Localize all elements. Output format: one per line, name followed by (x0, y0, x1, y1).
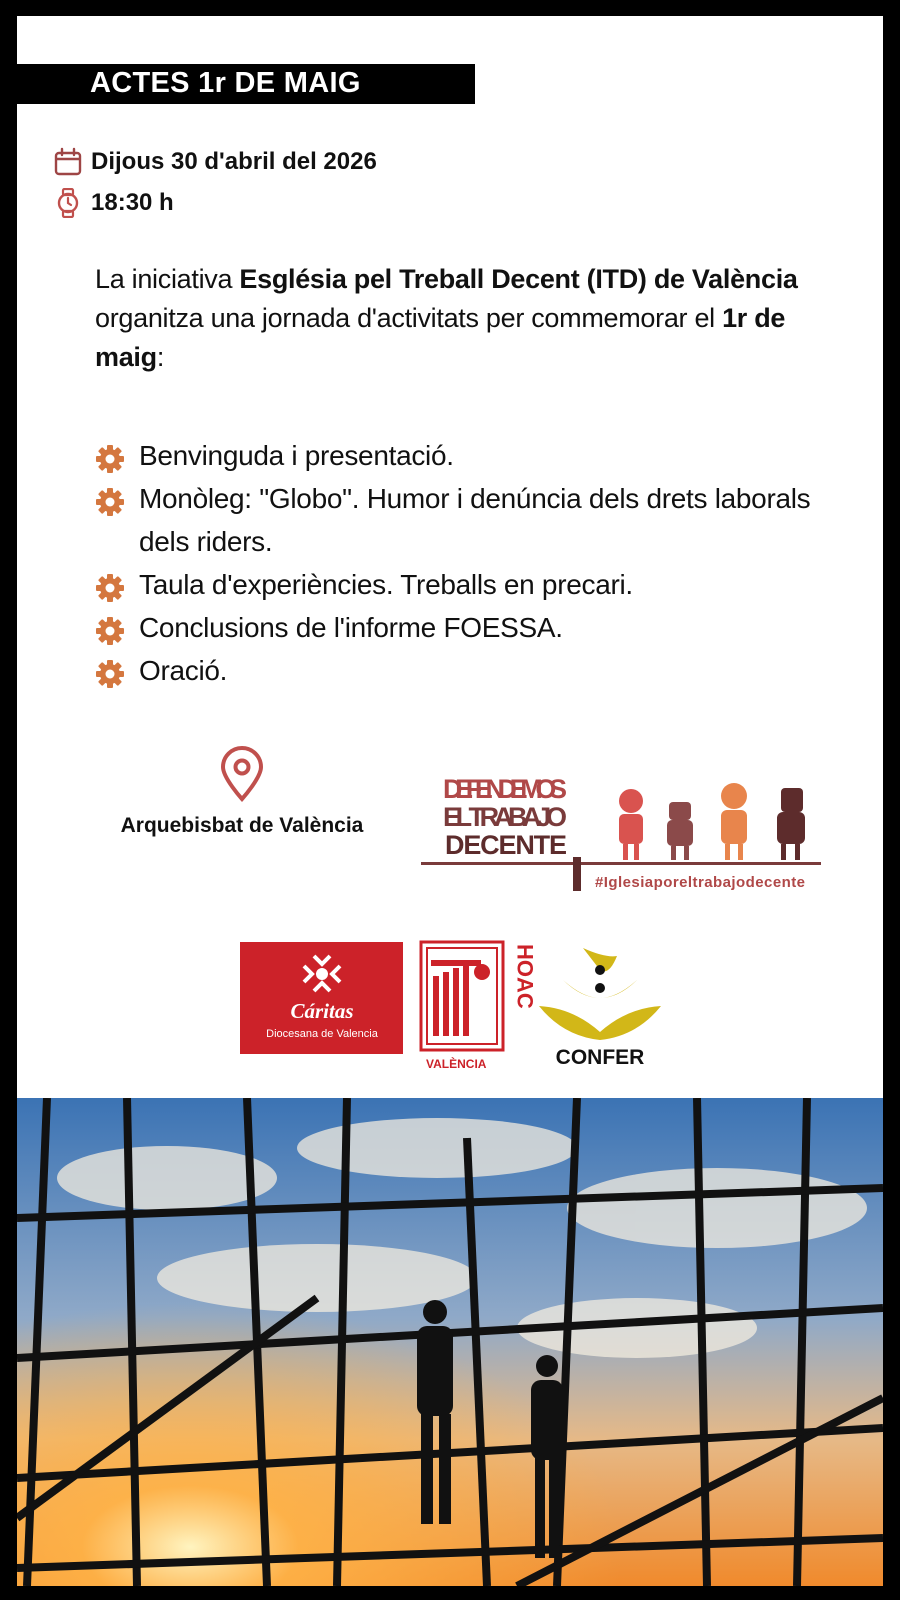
gear-icon (95, 487, 125, 517)
hoac-logo (421, 942, 538, 1071)
hoac-name: HOAC (512, 944, 538, 1009)
campaign-line-3: DECENTE (445, 830, 567, 860)
gear-icon (95, 659, 125, 689)
agenda-item (95, 563, 835, 606)
campaign-line-1: DEFENDEMOS (443, 774, 567, 804)
agenda-item (95, 477, 835, 563)
agenda-item-text: Conclusions de l'informe FOESSA. (139, 612, 563, 643)
caritas-subtitle: Diocesana de Valencia (266, 1028, 378, 1040)
intro-text-1: La iniciativa (95, 264, 240, 294)
event-date: Dijous 30 d'abril del 2026 (91, 148, 377, 175)
calendar-icon (53, 147, 83, 177)
agenda-item-text: Benvinguda i presentació. (139, 440, 454, 471)
venue-block (87, 746, 397, 838)
title-banner (17, 64, 475, 104)
gear-icon (95, 573, 125, 603)
venue-name: Arquebisbat de València (120, 814, 364, 837)
intro-text-3: : (156, 342, 165, 372)
campaign-logo (419, 756, 839, 906)
campaign-figures-icon (619, 783, 805, 860)
hoac-tower-icon (431, 960, 490, 1036)
date-row (53, 147, 377, 177)
campaign-fulcrum (573, 857, 581, 891)
event-time: 18:30 h (91, 189, 174, 216)
time-row (53, 188, 174, 218)
location-pin-icon (219, 746, 265, 802)
agenda-list (95, 434, 835, 692)
poster (17, 16, 883, 1586)
campaign-hashtag: #Iglesiaporeltrabajodecente (595, 874, 805, 891)
caritas-logo (240, 942, 403, 1054)
page-title: ACTES 1r DE MAIG (90, 67, 361, 99)
organizer-name: Església pel Treball Decent (ITD) de València (239, 264, 798, 294)
confer-logo (539, 948, 661, 1069)
partner-logos (17, 936, 883, 1086)
agenda-item (95, 606, 835, 649)
confer-name: CONFER (555, 1046, 645, 1069)
watch-icon (53, 188, 83, 218)
intro-paragraph (95, 260, 815, 377)
agenda-item (95, 649, 835, 692)
agenda-item-text: Monòleg: "Globo". Humor i denúncia dels drets laborals dels riders. (139, 483, 811, 557)
gear-icon (95, 616, 125, 646)
hoac-subtitle: VALÈNCIA (426, 1057, 487, 1071)
scaffolding-photo (17, 1098, 883, 1586)
caritas-name: Cáritas (290, 999, 354, 1023)
agenda-item (95, 434, 835, 477)
commemoration-day: 1r de maig (95, 303, 786, 372)
campaign-balance-bar (421, 862, 821, 865)
intro-text-2: organitza una jornada d'activitats per commemorar el (95, 303, 723, 333)
agenda-item-text: Taula d'experiències. Treballs en precari. (139, 569, 633, 600)
agenda-item-text: Oració. (139, 655, 228, 686)
gear-icon (95, 444, 125, 474)
campaign-line-2: EL TRABAJO (443, 802, 567, 832)
